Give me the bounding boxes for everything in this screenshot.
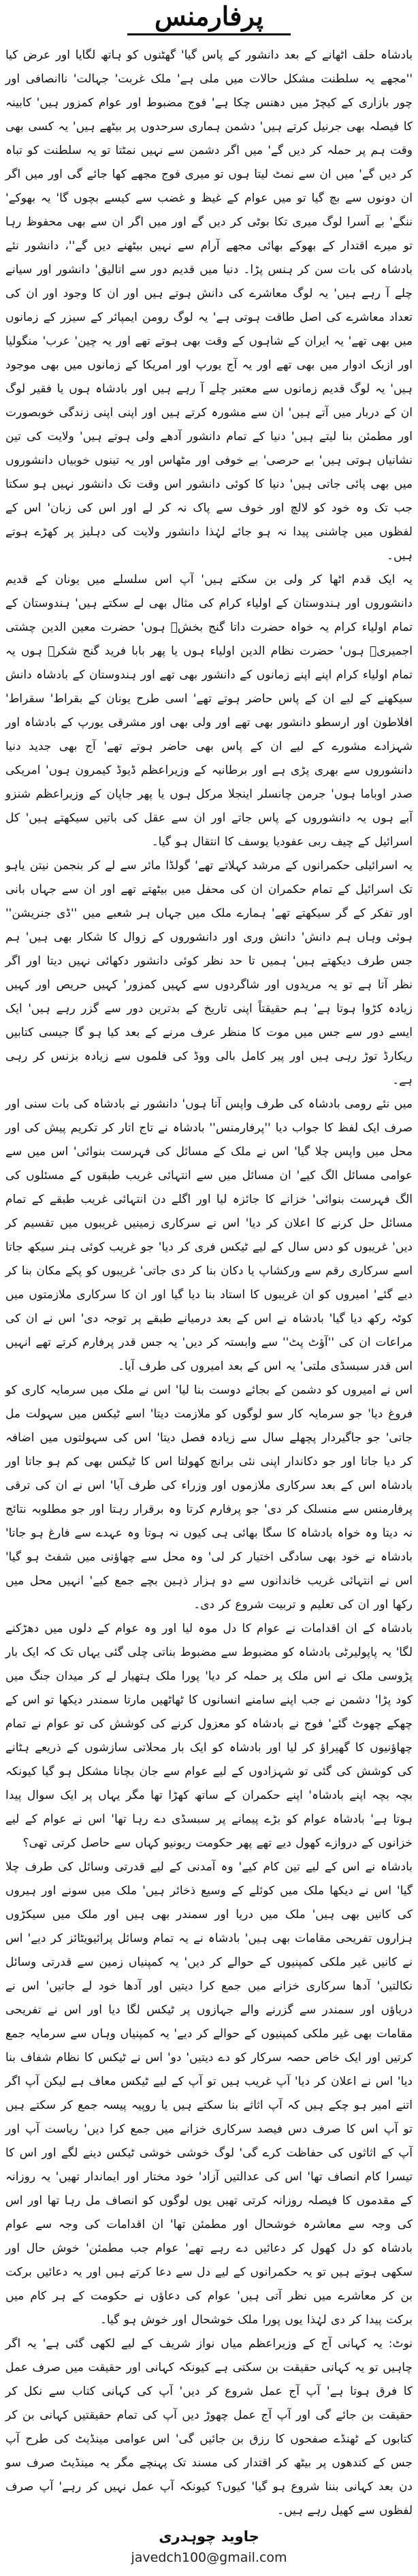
article-footer xyxy=(0,2523,418,2576)
article-header xyxy=(0,0,418,35)
page-title: پرفارمنس xyxy=(155,1,263,31)
article-paragraph: میں نئے رومی بادشاہ کی طرف واپس آتا ہوں' دانشور نے بادشاہ کی بات سنی اور صرف ایک لفظ کا جواب دیا ''پرفارمنس'' بادشاہ نے تاج اتار کر تکریم پیش کی اور محل میں واپس چلا گیا' اس نے ملک کے مسائل کی فہرست بنوائی' اس میں سے عوامی مسائل الگ کیے' ان مسائل میں سے انتہائی غریب طبقوں کے مسئلوں کی الگ فہرست بنوائی' خزانے کا جائزہ لیا اور اگلے دن انتہائی غریب طبقے کے تمام مسائل حل کرنے کا اعلان کر دیا' اس نے سرکاری زمینیں غریبوں میں تقسیم کر دیں' غریبوں کو دس سال کے لیے ٹیکس فری کر دیا' جو غریب کوئی ہنر سیکھ جاتا اسے سرکاری رقم سے ورکشاپ یا دکان بنا کر دی جاتی' غریبوں کو پکے مکان بنا کر دیے گئے' امیروں کو ان غریبوں کا استاد بنا دیا گیا اور ان کا سرکاری ملازمتوں میں کوٹہ رکھ دیا گیا' بادشاہ نے اس کے بعد درمیانے طبقے پر توجہ دی' اس نے ان کی مراعات ان کی ''آؤٹ پٹ'' سے وابستہ کر دیں' یہ جس قدر پرفارم کرتے تھے انہیں اس قدر سبسڈی ملتی' یہ اس کے بعد امیروں کی طرف آیا۔ xyxy=(5,1097,413,1373)
article-paragraph: بادشاہ نے اس کے لیے تین کام کیے' وہ آمدنی کے لیے قدرتی وسائل کی طرف چلا گیا' اس نے دیکھا ملک میں کوئلے کے وسیع ذخائر ہیں' ملک میں سونے اور ہیروں کی کانیں بھی ہیں' ملک میں دریا اور سمندر بھی ہیں اور ملک میں سیکڑوں ہزاروں تفریحی مقامات بھی ہیں' بادشاہ نے یہ تمام وسائل پرائیویٹائز کر دیے' اس نے کانیں غیر ملکی کمپنیوں کے حوالے کر دیں' یہ کمپنیاں زمین سے قدرتی وسائل نکالتیں' آدھا سرکاری خزانے میں جمع کرا دیتیں اور آدھا خود لے جاتیں' اس نے دریاؤں اور سمندر سے گزرنے والے جہازوں پر ٹیکس لگا دیا اور اس نے تفریحی مقامات بھی غیر ملکی کمپنیوں کے حوالے کر دیے' یہ کمپنیاں وہاں سے سرمایہ جمع کرتیں اور ایک خاص حصہ سرکار کو دے دیتیں' دو' اس نے ٹیکس کا نظام شفاف بنا دیا' اس نے اعلان کر دیا' آپ غریب ہیں تو آپ کے لیے ٹیکس معاف ہے لیکن آپ اگر اتنے امیر ہو چکے ہیں کہ آپ اثاثے بنا سکتے ہیں یا روپیہ پیسہ جمع کر سکتے ہیں تو آپ اس کا صرف دس فیصد سرکاری خزانے میں جمع کرا دیں' ریاست آپ اور آپ کے اثاثوں کی حفاظت کرے گی' لوگ خوشی خوشی ٹیکس دینے لگے اور اس کا تیسرا کام انصاف تھا' اس کی عدالتیں آزاد' خود مختار اور ایماندار تھیں' یہ روزانہ کے مقدموں کا فیصلہ روزانہ کرتی تھیں یوں لوگوں کو انصاف مل رہا تھا اور اس کی وجہ سے معاشرہ خوشحال اور مطمئن تھا' ان اقدامات کی وجہ سے عوام بادشاہ کو دل کھول کر دعائیں دے رہے تھے' عوام جب مطمئن' خوش حال اور سکھی ہوتے ہیں تو یہ حکمرانوں کے لیے دل سے دعا کرتے ہیں اور یہ دعائیں برکت بن کر معاشرے میں نظر آتی ہیں' عوام کی دعاؤں نے حکومت کے ہر کام میں برکت پیدا کر دی لہٰذا یوں پورا ملک خوشحال اور خوش ہو گیا۔ xyxy=(5,1859,413,2327)
article-paragraph: بادشاہ کے ان اقدامات نے عوام کا دل موہ لیا اور وہ عوام کے دلوں میں دھڑکنے لگا' یہ پاپولیرٹی بادشاہ کو مضبوط سے مضبوط بناتی چلی گئی یہاں تک کہ ایک بار پڑوسی ملک نے اس ملک پر حملہ کر دیا' پورا ملک ہتھیار لے کر میدان جنگ میں کود پڑا' دشمن نے جب اپنے سامنے انسانوں کا ٹھاٹھیں مارتا سمندر دیکھا تو اس کے چھکے چھوٹ گئے' فوج نے بادشاہ کو معزول کرنے کی کوشش کی تو عوام نے تمام چھاؤنیوں کا گھیراؤ کر لیا اور بادشاہ کو ایک بار محلاتی سازشوں کے ذریعے ہٹانے کی کوشش کی گئی تو شہزادوں کے لیے عوام سے جان بچانا مشکل ہو گیا کیونکہ بچہ بچہ اپنے بادشاہ' اپنے حکمران کے ساتھ کھڑا تھا مگر یہاں پر ایک سوال پیدا ہوتا ہے' بادشاہ عوام کو بڑے پیمانے پر سبسڈی دے رہا تھا' اس نے عوام کے لیے خزانوں کے دروازے کھول دیے تھے پھر حکومت ریونیو کہاں سے حاصل کرتی تھی؟ xyxy=(5,1621,413,1850)
author-name: جاوید چوہدری xyxy=(159,2528,259,2545)
article-paragraph: یہ ایک قدم اٹھا کر ولی بن سکتے ہیں' آپ اس سلسلے میں یونان کے قدیم دانشوروں اور ہندوستان کے اولیاء کرام کی مثال بھی لے سکتے ہیں' ہندوستان کے تمام اولیاء کرام یہ خواہ حضرت داتا گنج بخشؒ ہوں' حضرت معین الدین چشتی اجمیریؒ ہوں' حضرت نظام الدین اولیاء ہوں یا پھر بابا فرید گنج شکرؒ ہوں یہ تمام اولیاء کرام اپنے اپنے زمانوں کے دانشور بھی تھے اور ہندوستان کے بادشاہ دانش سیکھنے کے لیے ان کے پاس حاضر ہوتے تھے' اسی طرح یونان کے بقراط' سقراط' افلاطون اور ارسطو دانشور بھی تھے اور ولی بھی اور مشرقی یورپ کے بادشاہ اور شہزادے مشورے کے لیے ان کے پاس بھی حاضر ہوتے تھے' آج بھی جدید دنیا دانشوروں سے بھری پڑی ہے اور برطانیہ کے وزیراعظم ڈیوڈ کیمرون ہوں' امریکی صدر اوباما ہوں' جرمن چانسلر اینجلا مرکل ہوں یا پھر جاپان کے وزیراعظم شنزو آبے ہوں یہ دانشوروں کے پاس جاتے اور ان سے عقل کی باتیں سیکھتے ہیں' کل اسرائیل کے چیف ربی عفودیا یوسف کا انتقال ہو گیا۔ xyxy=(5,572,413,849)
article-paragraph: بادشاہ حلف اٹھانے کے بعد دانشور کے پاس گیا' گھٹنوں کو ہاتھ لگایا اور عرض کیا ''مجھے یہ سلطنت مشکل حالات میں ملی ہے' ملک غربت' جہالت' ناانصافی اور چور بازاری کے کیچڑ میں دھنس چکا ہے' فوج مضبوط اور عوام کمزور ہیں' کابینہ کا فیصلہ بھی جرنیل کرتے ہیں' دشمن ہماری سرحدوں پر بیٹھے ہیں' یہ کسی بھی وقت ہم پر حملہ کر دیں گے' میں اگر دشمن سے نہیں نمٹتا تو یہ سلطنت کو تباہ کر دیں گے' میں ان سے نمٹ لیتا ہوں تو میری فوج مجھے کھا جائے گی اور میں اگر ان دونوں سے بچ گیا تو میں عوام کے غیظ و غضب سے کیسے بچوں گا' یہ بھوکے' ننگے' بے آسرا لوگ میری تکا بوٹی کر دیں گے اور میں اگر ان سے بھی محفوظ رہا تو میرے اقتدار کے بھوکے بھائی مجھے آرام سے نہیں بیٹھنے دیں گے''، دانشور نئے بادشاہ کی بات سن کر ہنس پڑا۔ دنیا میں قدیم دور سے اتالیق' دانشور اور سیانے چلے آ رہے ہیں' یہ لوگ معاشرے کی دانش ہوتے ہیں اور ان کا وجود اور ان کی تعداد معاشرے کی اصل طاقت ہوتی ہے' یہ لوگ رومن ایمپائر کے سیزر کے زمانوں میں بھی تھے' یہ ایران کے شاہوں کے وقت بھی ہوتے تھے اور یہ چین' عرب' منگولیا اور ازبک ادوار میں بھی تھے اور یہ آج یورپ اور امریکا کے زمانوں میں بھی موجود ہیں' یہ لوگ قدیم زمانوں سے معتبر چلے آ رہے ہیں اور بادشاہ ہوں یا فقیر لوگ ان کے دربار میں آتے ہیں' ان سے مشورہ کرتے ہیں اور اپنی اپنی زندگی خوبصورت اور مطمئن بنا لیتے ہیں' دنیا کے تمام دانشور آدھے ولی ہوتے ہیں' ولایت کی تین نشانیاں ہوتی ہیں' بے حرصی' بے خوفی اور مٹھاس اور یہ تینوں خوبیاں دانشوروں میں بھی پائی جاتی ہیں' دنیا کا کوئی دانشور اس وقت تک دانشور نہیں ہو سکتا جب تک وہ خود کو لالچ اور خوف سے پاک نہ کر لے اور اس کی زبان' اس کے لفظوں میں چاشنی پیدا نہ ہو جائے لہٰذا دانشور ولایت کی دہلیز پر کھڑے ہوتے ہیں۔ xyxy=(5,48,413,563)
article-paragraph: اس نے امیروں کو دشمن کے بجائے دوست بنا لیا' اس نے ملک میں سرمایہ کاری کو فروغ دیا' جو سرمایہ کار سو لوگوں کو ملازمت دیتا' اسے ٹیکس میں سہولت مل جاتی' جو جاگیردار پچھلے سال سے زیادہ فصل دیتا' اس کی سہولتوں میں اضافہ کر دیا جاتا اور جو دکاندار اپنی نئی برانچ کھولتا اس کا ٹیکس بھی کم ہو جاتا اور بادشاہ اس کے بعد سرکاری ملازموں اور وزراء کی طرف آیا' اس نے ان کی ترقی پرفارمنس سے منسلک کر دی' جو پرفارم کرتا وہ برقرار رہتا اور جو مطلوبہ نتائج نہ دیتا وہ خواہ بادشاہ کا سگا بھائی ہی کیوں نہ ہوتا وہ عہدے سے فارغ ہو جاتا' بادشاہ نے خود بھی سادگی اختیار کر لی' وہ محل سے چھاؤنی میں شفٹ ہو گیا' اس نے انتہائی غریب خاندانوں سے دو ہزار ذہین بچے جمع کیے' انہیں محل میں رکھا اور ان کی تعلیم و تربیت شروع کر دی۔ xyxy=(5,1383,413,1612)
author-email: javedch100@gmail.com xyxy=(131,2549,287,2565)
article-paragraph: نوٹ: یہ کہانی آج کے وزیراعظم میاں نواز شریف کے لیے لکھی گئی ہے' یہ اگر چاہیں تو یہ کہانی حقیقت بن سکتی ہے کیونکہ کہانی اور حقیقت میں صرف عمل کا فرق ہوتا ہے' آپ آج عمل شروع کر دیں' آپ کی کہانی کتاب سے نکل کر حقیقت بن جائے گی اور آپ آج عمل چھوڑ دیں آپ کی تمام حقیقتیں کہانی بن کر کتابوں کے ٹھنڈے صفحوں کا رزق بن جائیں گی' اس عوامی مینڈیٹ کی طرح آپ جس کے کندھوں پر بیٹھ کر اقتدار کی مسند تک پہنچے مگر یہ مینڈیٹ صرف سو دن بعد کہانی بننا شروع ہو گیا' کیوں؟ کیونکہ آپ عمل نہیں کر رہے' آپ صرف لفظوں سے کھیل رہے ہیں۔ xyxy=(5,2336,413,2517)
title-underline xyxy=(127,33,291,35)
article-body xyxy=(0,44,418,2523)
article-paragraph: یہ اسرائیلی حکمرانوں کے مرشد کہلاتے تھے' گولڈا مائر سے لے کر بنجمن نیتن یاہو تک اسرائیل کے تمام حکمران ان کی محفل میں بیٹھتے تھے اور ان سے جہاں بانی اور تفکر کے گر سیکھتے تھے' ہمارے ملک میں جہاں ہر شعبے میں ''ڈی جنریشن'' ہوئی وہاں ہم دانش' دانش وری اور دانشوروں کے زوال کا شکار بھی ہیں' ہم جس طرف دیکھتے ہیں' ہمیں تا حد نظر کوئی دانشور دکھائی نہیں دیتا اور اگر نظر آتا ہے تو یہ مریدوں اور شاگردوں سے کہیں کمزور' کہیں حریص اور کہیں زیادہ کڑوا ہوتا ہے' ہم حقیقتاً اپنی تاریخ کے بدترین دور سے گزر رہے ہیں' ایک ایسے دور سے جس میں موت کا منظر عرف مرنے کے بعد کیا ہو گا جیسی کتابیں ریکارڈ توڑ رہی ہیں اور پیر کامل بالی ووڈ کی فلموں سے زیادہ بزنس کر رہی ہے۔ xyxy=(5,858,413,1087)
